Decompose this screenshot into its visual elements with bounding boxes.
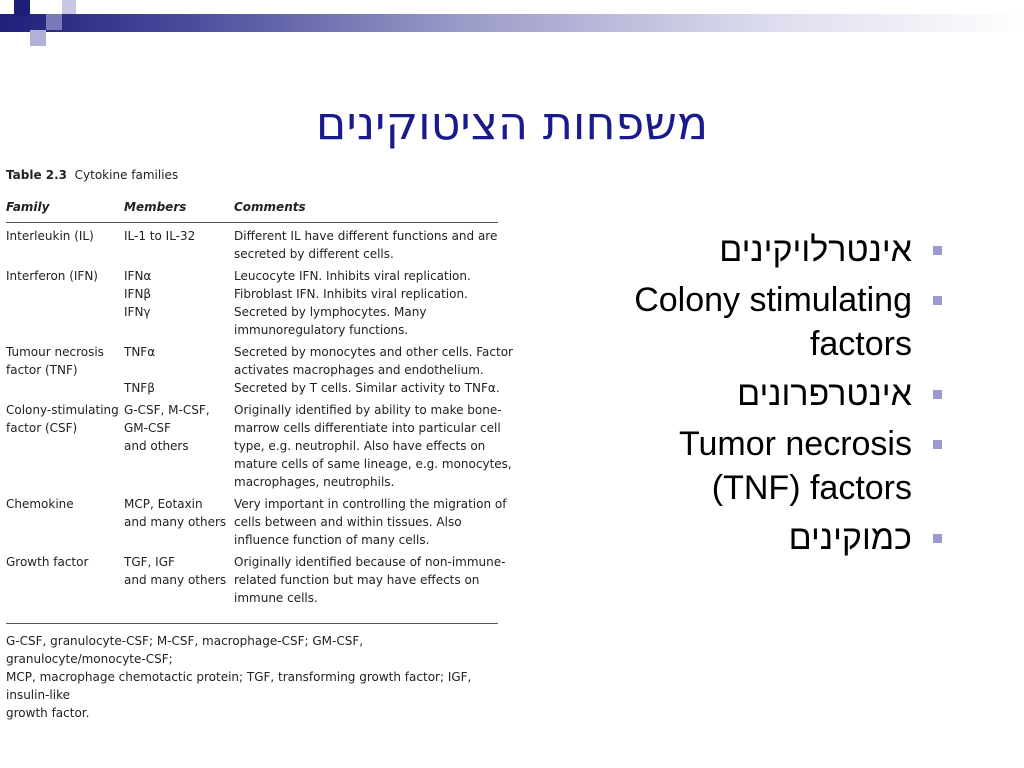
- cell-line: and others: [124, 439, 189, 453]
- bullet-text: אינטרפרונים: [737, 375, 912, 413]
- table-row: [6, 263, 498, 339]
- square-bullet-icon: [933, 296, 942, 305]
- cytokine-table: [6, 168, 513, 722]
- bullet-list: [552, 228, 912, 566]
- cell-members: [124, 495, 234, 549]
- cell-line: TNFβ: [124, 381, 155, 395]
- cell-comments: [234, 495, 506, 549]
- cell-family: [6, 495, 124, 549]
- cell-line: Very important in controlling the migration of: [234, 497, 507, 511]
- table-row: [6, 223, 498, 263]
- header-square-decoration: [62, 0, 76, 14]
- cell-comments: [234, 401, 512, 491]
- square-bullet-icon: [933, 390, 942, 399]
- cell-line: IFNα: [124, 269, 152, 283]
- cell-line: IFNγ: [124, 305, 151, 319]
- table-row: [6, 339, 513, 397]
- cell-line: MCP, Eotaxin: [124, 497, 203, 511]
- bullet-item: [552, 228, 912, 272]
- footnote-line: G-CSF, granulocyte-CSF; M-CSF, macrophage-CSF; GM-CSF, granulocyte/monocyte-CSF;: [6, 634, 364, 666]
- bullet-item: [552, 372, 912, 416]
- bullet-item: [552, 278, 912, 366]
- cell-comments: [234, 267, 498, 339]
- square-bullet-icon: [933, 440, 942, 449]
- cell-line: cells between and within tissues. Also: [234, 515, 462, 529]
- cell-family: [6, 343, 124, 397]
- table-row: [6, 397, 512, 491]
- cell-line: [124, 361, 234, 379]
- cell-comments: [234, 343, 513, 397]
- table-row: [6, 549, 506, 607]
- bullet-item: [552, 516, 912, 560]
- cell-line: Interleukin (IL): [6, 229, 94, 243]
- footnote-line: MCP, macrophage chemotactic protein; TGF, transforming growth factor; IGF, insulin-like: [6, 670, 472, 702]
- cell-family: [6, 553, 124, 607]
- cell-line: related function but may have effects on: [234, 573, 480, 587]
- bullet-text: אינטרלויקינים: [719, 231, 912, 269]
- header-comments: Comments: [234, 200, 306, 214]
- cell-line: marrow cells differentiate into particular cell: [234, 421, 501, 435]
- table-body: [6, 223, 513, 607]
- page-title: משפחות הציטוקינים: [315, 96, 709, 150]
- cell-line: Interferon (IFN): [6, 269, 98, 283]
- cell-line: Colony-stimulating: [6, 403, 119, 417]
- cell-line: Secreted by T cells. Similar activity to TNFα.: [234, 381, 500, 395]
- cell-line: secreted by different cells.: [234, 247, 394, 261]
- cell-line: IFNβ: [124, 287, 152, 301]
- caption-text: Cytokine families: [74, 168, 179, 182]
- square-bullet-icon: [933, 246, 942, 255]
- cell-comments: [234, 553, 505, 607]
- cell-line: Different IL have different functions and are: [234, 229, 498, 243]
- cell-line: TGF, IGF: [124, 555, 175, 569]
- cell-line: influence function of many cells.: [234, 533, 430, 547]
- cell-line: type, e.g. neutrophil. Also have effects on: [234, 439, 486, 453]
- cell-line: Growth factor: [6, 555, 89, 569]
- cell-family: [6, 401, 124, 491]
- cell-members: [124, 553, 234, 607]
- cell-members: [124, 343, 234, 397]
- table-caption: [6, 168, 498, 182]
- cell-line: immunoregulatory functions.: [234, 323, 409, 337]
- cell-line: and many others: [124, 515, 227, 529]
- cell-line: Leucocyte IFN. Inhibits viral replication.: [234, 269, 471, 283]
- cell-line: factor (CSF): [6, 421, 78, 435]
- cell-line: Secreted by lymphocytes. Many: [234, 305, 427, 319]
- cell-line: Originally identified by ability to make bone-: [234, 403, 502, 417]
- bullet-text: כמוקינים: [788, 519, 912, 557]
- cell-line: mature cells of same lineage, e.g. monocytes,: [234, 457, 512, 471]
- cell-family: [6, 267, 124, 339]
- header-square-decoration: [46, 14, 62, 30]
- table-footnote: [6, 623, 498, 722]
- cell-comments: [234, 227, 498, 263]
- header-family: Family: [6, 200, 50, 214]
- cell-line: factor (TNF): [6, 363, 78, 377]
- cell-line: Originally identified because of non-immune-: [234, 555, 506, 569]
- cell-line: Tumour necrosis: [6, 345, 104, 359]
- cell-line: Fibroblast IFN. Inhibits viral replication.: [234, 287, 468, 301]
- header-square-decoration: [14, 0, 30, 16]
- square-bullet-icon: [933, 534, 942, 543]
- cell-line: activates macrophages and endothelium.: [234, 363, 484, 377]
- table-header: [6, 200, 498, 223]
- cell-family: [6, 227, 124, 263]
- header-members: Members: [124, 200, 187, 214]
- cell-line: IL-1 to IL-32: [124, 229, 196, 243]
- cell-line: Chemokine: [6, 497, 74, 511]
- cell-line: immune cells.: [234, 591, 318, 605]
- bullet-text: Colony stimulating: [634, 281, 912, 319]
- cell-members: [124, 267, 234, 339]
- cell-line: G-CSF, M-CSF,: [124, 403, 210, 417]
- cell-line: and many others: [124, 573, 227, 587]
- header-band: [0, 14, 1024, 32]
- cell-line: TNFα: [124, 345, 156, 359]
- cell-line: GM-CSF: [124, 421, 171, 435]
- bullet-text: (TNF) factors: [711, 469, 912, 507]
- cell-members: [124, 227, 234, 263]
- table-row: [6, 491, 507, 549]
- bullet-item: [552, 422, 912, 510]
- bullet-text: factors: [809, 325, 912, 363]
- header-square-decoration: [30, 30, 46, 46]
- cell-line: macrophages, neutrophils.: [234, 475, 395, 489]
- footnote-line: growth factor.: [6, 706, 90, 720]
- caption-label: Table 2.3: [6, 168, 68, 182]
- cell-members: [124, 401, 234, 491]
- bullet-text: Tumor necrosis: [678, 425, 912, 463]
- cell-line: Secreted by monocytes and other cells. Factor: [234, 345, 513, 359]
